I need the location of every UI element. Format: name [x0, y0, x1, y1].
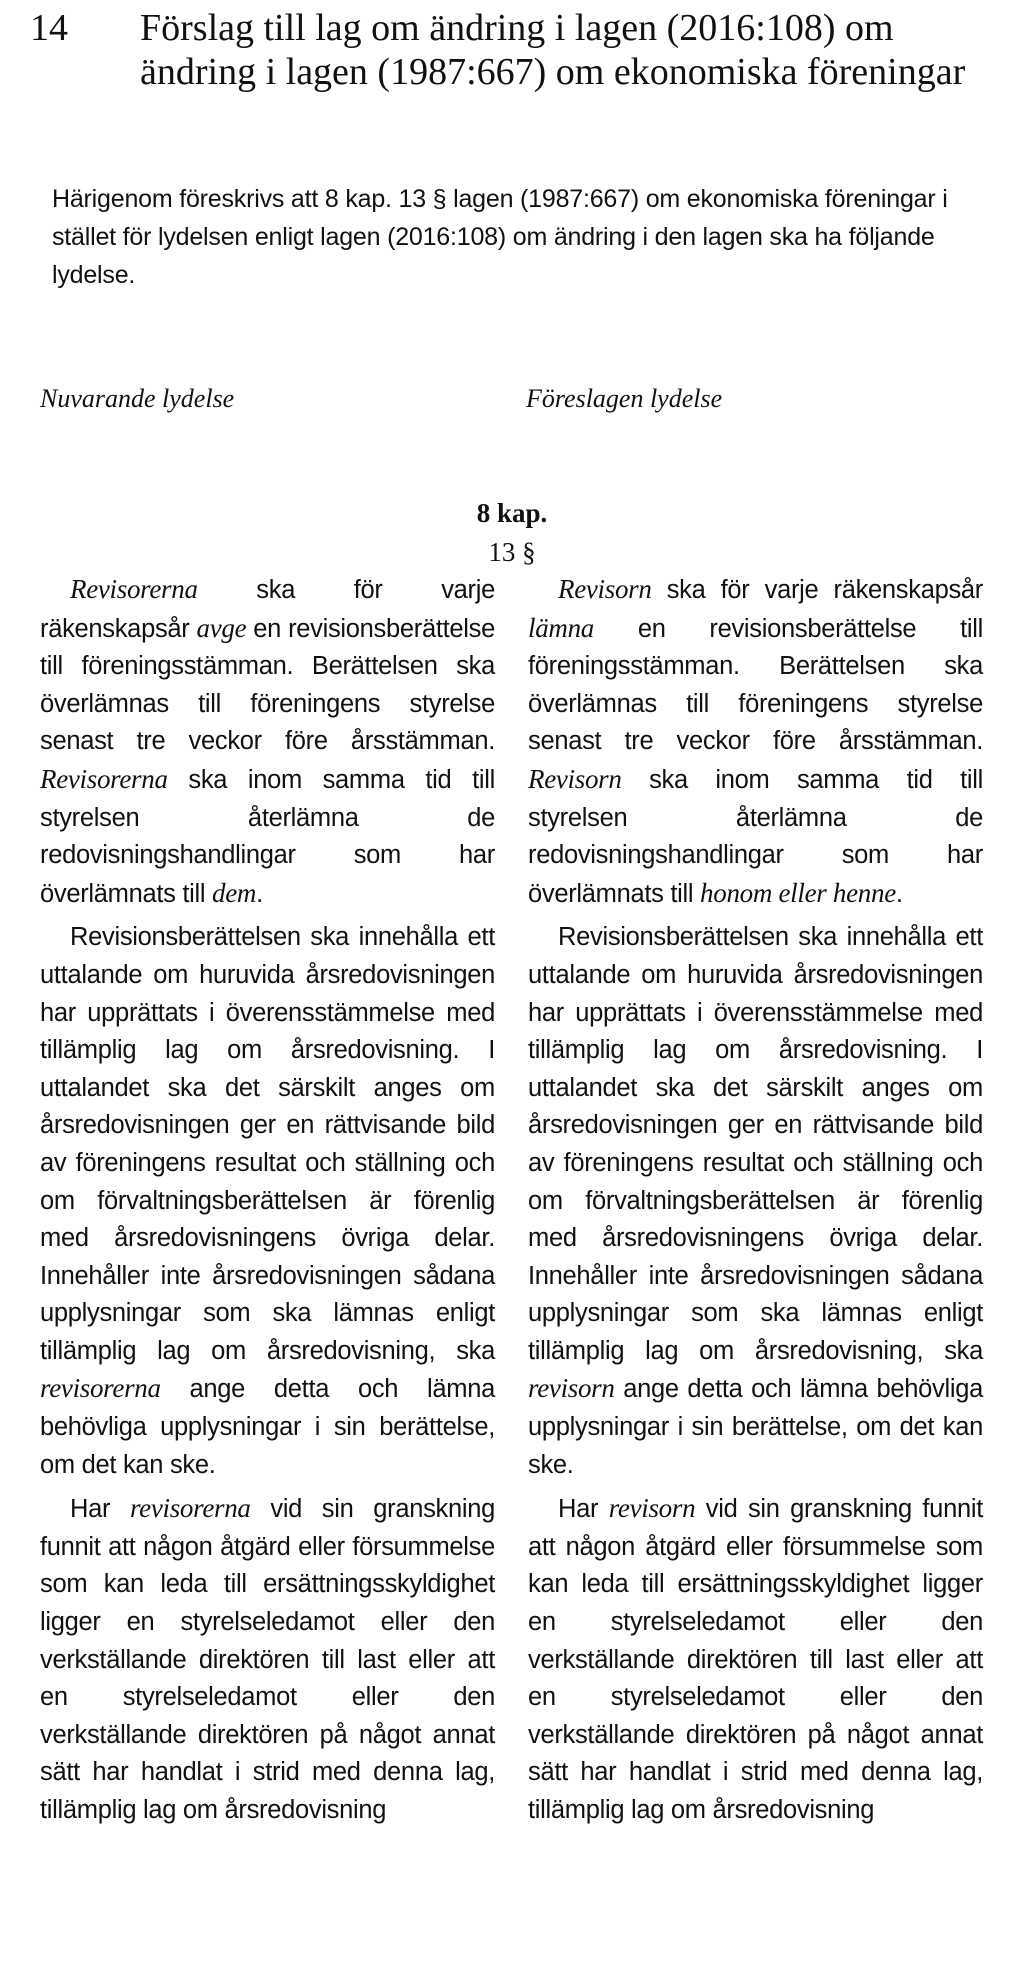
paragraph-text: ska inom samma tid till styrelsen återlämna de redovisningshandlingar som har överlämnats till: [40, 765, 495, 908]
paragraph-text: ska inom samma tid till styrelsen återlämna de redovisningshandlingar som har överlämnats till: [528, 765, 983, 908]
proposed-paragraph-2: [528, 919, 983, 1484]
paragraph-text: Har: [70, 1495, 130, 1524]
proposed-wording-column: [528, 571, 983, 1836]
changed-term: revisorn: [608, 1493, 696, 1524]
changed-term: lämna: [528, 612, 595, 643]
changed-term: avge: [196, 612, 247, 643]
intro-paragraph: Härigenom föreskrivs att 8 kap. 13 § lagen (1987:667) om ekonomiska föreningar i stället för lydelsen enligt lagen (2016:108) om ändring i den lagen ska ha följande lydelse.: [52, 185, 948, 289]
changed-term: revisorn: [528, 1373, 615, 1404]
paragraph-text: .: [256, 879, 263, 908]
paragraph-text: ange detta och lämna behövliga upplysningar i sin berättelse, om det kan ske.: [40, 1375, 495, 1479]
current-wording-column: [40, 571, 495, 1836]
current-wording-label: Nuvarande lydelse: [40, 384, 235, 413]
paragraph-text: vid sin granskning funnit att någon åtgärd eller försummelse som kan leda till ersättningsskyldighet ligger en styrelseledamot eller den verkställande direktören till last eller att en styrelseledamot eller den verkställande direktören på något annat sätt har handlat i strid med denna lag, tillämplig lag om årsredovisning: [528, 1495, 983, 1824]
proposed-paragraph-1: [528, 571, 983, 913]
proposed-paragraph-3: [528, 1490, 983, 1829]
paragraph-text: vid sin granskning funnit att någon åtgärd eller försummelse som kan leda till ersättningsskyldighet ligger en styrelseledamot eller den verkställande direktören till last eller att en styrelseledamot eller den verkställande direktören på något annat sätt har handlat i strid med denna lag, tillämplig lag om årsredovisning: [40, 1495, 495, 1824]
proposed-wording-label: Föreslagen lydelse: [526, 384, 723, 413]
paragraph-text: ska för varje räkenskapsår: [40, 576, 495, 643]
changed-term: Revisorn: [558, 574, 652, 604]
changed-term: honom eller henne: [700, 877, 896, 908]
paragraph-text: en revisionsberättelse till föreningsstämman. Berättelsen ska överlämnas till föreningens styrelse senast tre veckor före årsstämman.: [40, 614, 495, 756]
paragraph-text: ange detta och lämna behövliga upplysningar i sin berättelse, om det kan ske.: [528, 1375, 983, 1479]
current-paragraph-2: [40, 919, 495, 1484]
paragraph-text: ska för varje räkenskapsår: [651, 576, 983, 604]
paragraph-text: .: [895, 879, 903, 908]
paragraph-text: Revisionsberättelsen ska innehålla ett uttalande om huruvida årsredovisningen har upprättats i överensstämmelse med tillämplig lag om årsredovisning. I uttalandet ska det särskilt anges om årsredovisningen ger en rättvisande bild av föreningens resultat och ställning och om förvaltningsberättelsen är förenlig med årsredovisningens övriga delar. Innehåller inte årsredovisningen sådana upplysningar som ska lämnas enligt tillämplig lag om årsredovisning, ska: [40, 923, 495, 1365]
section-heading-number: 13 §: [488, 537, 536, 567]
chapter-heading: 8 kap.: [476, 498, 548, 528]
current-paragraph-3: [40, 1490, 495, 1829]
heading-number: 14: [30, 7, 68, 49]
changed-term: Revisorerna: [40, 763, 168, 794]
paragraph-text: Har: [558, 1495, 609, 1524]
heading-title: Förslag till lag om ändring i lagen (2016:108) om ändring i lagen (1987:667) om ekonomiska föreningar: [140, 7, 966, 93]
changed-term: revisorerna: [40, 1373, 161, 1404]
changed-term: dem: [212, 877, 257, 908]
paragraph-text: en revisionsberättelse till föreningsstämman. Berättelsen ska överlämnas till föreningens styrelse senast tre veckor före årsstämman.: [528, 614, 983, 756]
current-paragraph-1: [40, 571, 495, 913]
paragraph-text: Revisionsberättelsen ska innehålla ett uttalande om huruvida årsredovisningen har upprättats i överensstämmelse med tillämplig lag om årsredovisning. I uttalandet ska det särskilt anges om årsredovisningen ger en rättvisande bild av föreningens resultat och ställning och om förvaltningsberättelsen är förenlig med årsredovisningens övriga delar. Innehåller inte årsredovisningen sådana upplysningar som ska lämnas enligt tillämplig lag om årsredovisning, ska: [528, 923, 983, 1365]
changed-term: Revisorerna: [70, 574, 198, 604]
changed-term: Revisorn: [528, 763, 622, 794]
changed-term: revisorerna: [129, 1493, 251, 1524]
